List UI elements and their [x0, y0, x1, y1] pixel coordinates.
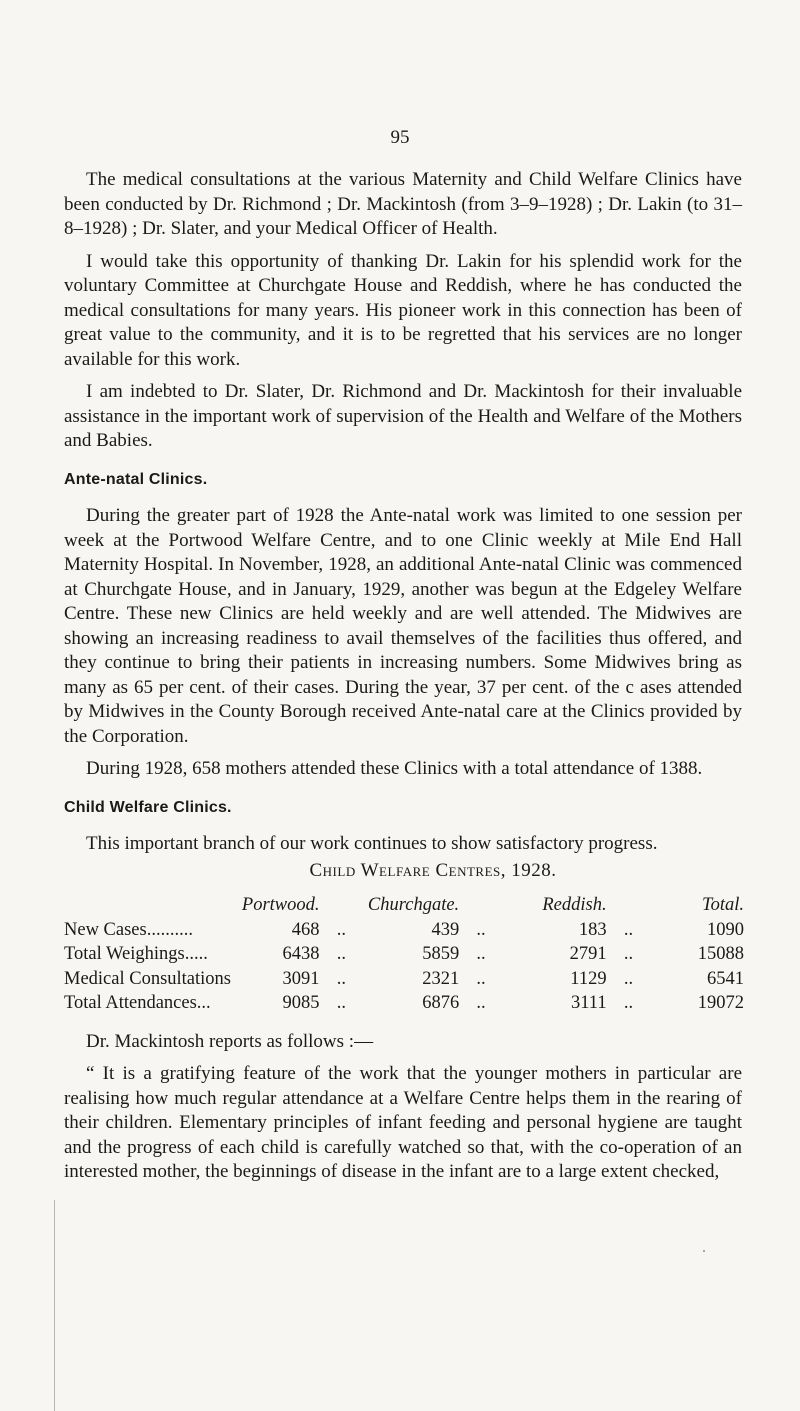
margin-rule	[54, 1200, 55, 1411]
paragraph-medical-consultations: The medical consultations at the various Maternity and Child Welfare Clinics have been conducted by Dr. Richmond ; Dr. Mackintosh (from 3–9–1928) ; Dr. Lakin (to 31–8–1928) ; Dr. Slater, and your Medical Officer of Health.	[64, 169, 742, 239]
row-separator: ..	[623, 993, 634, 1013]
row-label: Total Weighings.....	[64, 944, 208, 964]
page-number: 95	[390, 127, 410, 148]
paragraph-thanks-lakin: I would take this opportunity of thanking Dr. Lakin for his splendid work for the voluntary Committee at Churchgate House and Reddish, where he has conducted the medical consultations for many years. His pioneer work in this connection has been of great value to the community, and it is to be regretted that his services are no longer available for this work.	[64, 250, 742, 370]
row-separator: ..	[623, 968, 634, 989]
cell-reddish: 1129	[570, 968, 607, 989]
cell-total: 15088	[697, 944, 744, 964]
paragraph-antenatal-work: During the greater part of 1928 the Ante-natal work was limited to one session per week at the Portwood Welfare Centre, and to one Clinic weekly at Mile End Hall Maternity Hospital. In November, 1928, an additional Ante-natal Clinic was commenced at Churchgate House, and in January, 1929, another was begun at the Edgeley Welfare Centre. These new Clinics are held weekly and are well attended. The Midwives are showing an increasing readiness to avail themselves of the facilities thus offered, and they continue to bring their patients in increasing numbers. Some Midwives bring as many as 65 per cent. of their cases. During the year, 37 per cent. of the c ases attended by Midwives in the County Borough received Ante-natal care at the Clinics provided by the Corporation.	[64, 505, 742, 747]
child-welfare-table	[64, 893, 744, 1016]
paragraph-antenatal-attendance: During 1928, 658 mothers attended these Clinics with a total attendance of 1388.	[86, 758, 703, 779]
row-separator: ..	[476, 944, 486, 964]
cell-churchgate: 439	[431, 919, 460, 940]
cell-portwood: 468	[291, 919, 320, 940]
cell-churchgate: 6876	[422, 993, 460, 1013]
paragraph-child-welfare-progress: This important branch of our work continues to show satisfactory progress.	[86, 833, 658, 854]
cell-portwood: 3091	[282, 968, 320, 989]
row-separator: ..	[476, 968, 486, 989]
cell-total: 6541	[707, 968, 744, 989]
row-label: Medical Consultations	[64, 968, 231, 989]
cell-reddish: 3111	[570, 993, 607, 1013]
table-header-churchgate: Churchgate.	[367, 895, 460, 915]
table-row	[64, 967, 744, 992]
paragraph-indebted: I am indebted to Dr. Slater, Dr. Richmond and Dr. Mackintosh for their invaluable assistance in the important work of supervision of the Health and Welfare of the Mothers and Babies.	[64, 381, 742, 451]
heading-antenatal-clinics: Ante-natal Clinics.	[64, 470, 208, 488]
row-label: Total Attendances...	[64, 993, 211, 1013]
cell-reddish: 2791	[569, 944, 607, 964]
table-header-portwood: Portwood.	[241, 895, 320, 915]
page-body	[64, 168, 742, 1193]
cell-total: 1090	[707, 919, 744, 940]
table-header-blank	[64, 893, 242, 918]
paragraph-mackintosh-reports: Dr. Mackintosh reports as follows :—	[86, 1030, 374, 1052]
heading-child-welfare-clinics: Child Welfare Clinics.	[64, 798, 232, 816]
row-separator: ..	[336, 944, 346, 964]
table-header-total: Total.	[702, 895, 744, 915]
table-row	[64, 918, 744, 943]
table-row	[64, 942, 744, 967]
cell-total: 19072	[697, 993, 744, 1013]
page-speck	[703, 1250, 705, 1252]
row-label: New Cases..........	[64, 919, 193, 940]
row-separator: ..	[336, 919, 346, 940]
table-header-row	[64, 893, 744, 918]
cell-portwood: 6438	[282, 944, 320, 964]
row-separator: ..	[476, 993, 486, 1013]
row-separator: ..	[336, 968, 346, 989]
row-separator: ..	[476, 919, 486, 940]
row-separator: ..	[336, 993, 346, 1013]
table-title: Child Welfare Centres, 1928.	[309, 859, 557, 881]
cell-portwood: 9085	[282, 993, 320, 1013]
cell-churchgate: 5859	[422, 944, 460, 964]
paragraph-mackintosh-quote: “ It is a gratifying feature of the work that the younger mothers in particular are realising how much regular attendance at a Welfare Centre helps them in the rearing of their children. Elementary principles of infant feeding and personal hygiene are taught and the progress of each child is carefully watched so that, with the co-operation of an interested mother, the beginnings of disease in the infant are to a large extent checked,	[64, 1063, 742, 1182]
row-separator: ..	[623, 944, 634, 964]
table-header-reddish: Reddish.	[542, 895, 607, 915]
row-separator: ..	[623, 919, 634, 940]
cell-churchgate: 2321	[422, 968, 460, 989]
cell-reddish: 183	[578, 919, 607, 940]
table-row	[64, 991, 744, 1016]
